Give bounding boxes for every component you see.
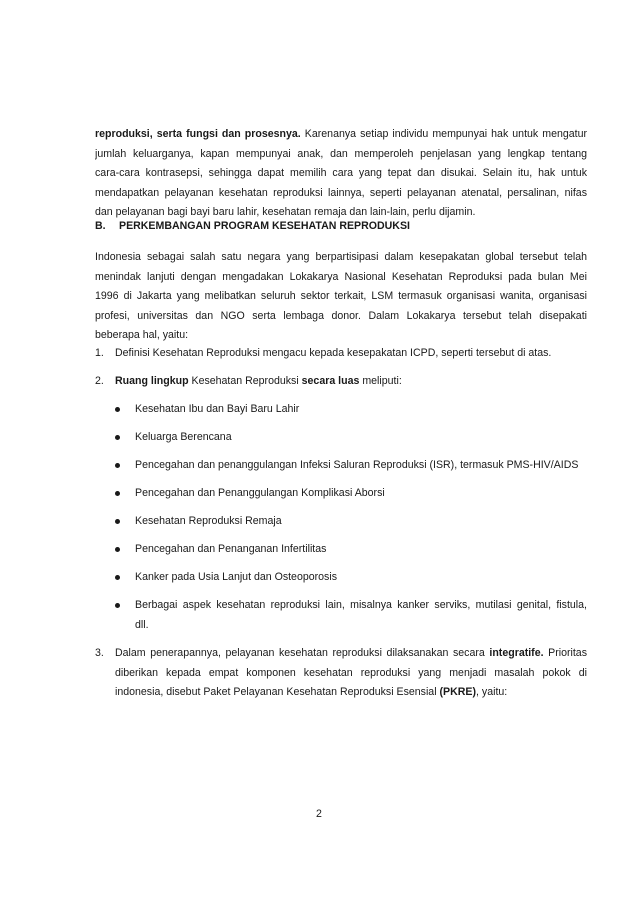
item-number: 3. — [95, 647, 104, 659]
section-title: PERKEMBANGAN PROGRAM KESEHATAN REPRODUKSI — [119, 220, 410, 232]
bullet-icon — [115, 463, 120, 468]
document-page: reproduksi, serta fungsi dan prosesnya. Karenanya setiap individu mempunyai hak untuk mengatur jumlah keluarganya, kapan mempunyai anak, dan memperoleh penjelasan yang lengkap tentang cara-cara kontrasepsi, sehingga dapat memilih cara yang tepat dan disukai. Selain itu, hak untuk mendapatkan pelayanan kesehatan reproduksi lainnya, seperti pelayanan atenatal, persalinan, nifas dan pelayanan bagi bayi baru lahir, kesehatan remaja dan lain-lain, perlu dijamin. B. PERKEMBANGAN PROGRAM KESEHATAN REPRODUKSI Indonesia sebagai salah satu negara yang berpartisipasi dalam kesepakatan global tersebut telah menindak lanjuti dengan mengadakan Lokakarya Nasional Kesehatan Reproduksi pada bulan Mei 1996 di Jakarta yang melibatkan seluruh sektor terkait, LSM termasuk organisasi wanita, organisasi profesi, universitas dan NGO serta lembaga donor. Dalam Lokakarya tersebut telah disepakati beberapa hal, yaitu: 1. Definisi Kesehatan Reproduksi mengacu kepada kesepakatan ICPD, seperti tersebut di atas. 2. Ruang lingkup Kesehatan Reproduksi secara luas meliputi: Kesehatan Ibu dan Bayi Baru Lahir Keluarga Berencana Pencegahan dan penanggulangan Infeksi Saluran Reproduksi (ISR), termasuk PMS-HIV/AIDS Pencegahan dan Penanggulangan Komplikasi Aborsi Kesehatan Reproduksi Remaja Pencegahan dan Penanganan Infertilitas Kanker pada Usia Lanjut dan Osteoporosis Berbagai aspek kesehatan reproduksi lain, misalnya kanker serviks, mutilasi genital, fistula, dll. 3. Dalam penerapannya, pelayanan kesehatan reproduksi dilaksanakan secara integratife. Prioritas diberikan kepada empat komponen kesehatan reproduksi yang menjadi masalah pokok di indonesia, disebut Paket Pelayanan Kesehatan Reproduksi Esensial (PKRE), yaitu: 2 — [0, 0, 638, 903]
paragraph-line: dan pelayanan bagi bayi baru lahir, kesehatan remaja dan lain-lain, perlu dijamin. — [95, 206, 476, 218]
paragraph-line: 1996 di Jakarta yang melibatkan seluruh sektor terkait, LSM termasuk organisasi wanita, organisasi — [95, 290, 587, 302]
paragraph-line: jumlah keluarganya, kapan mempunyai anak, dan memperoleh penjelasan yang lengkap tentang — [95, 147, 587, 160]
bullet-icon — [115, 407, 120, 412]
paragraph-line: menindak lanjuti dengan mengadakan Lokakarya Nasional Kesehatan Reproduksi pada bulan Mei — [95, 270, 587, 283]
item-text: Ruang lingkup Kesehatan Reproduksi secara luas meliputi: — [115, 375, 402, 387]
bullet-icon — [115, 547, 120, 552]
paragraph-line: reproduksi, serta fungsi dan prosesnya. Karenanya setiap individu mempunyai hak untuk mengatur — [95, 128, 587, 140]
paragraph-rights — [95, 125, 587, 223]
paragraph-line: cara-cara kontrasepsi, sehingga dapat memilih cara yang tepat dan disukai. Selain itu, hak untuk — [95, 167, 587, 179]
paragraph-line: mendapatkan pelayanan kesehatan reproduksi lainnya, seperti pelayanan atenatal, persalinan, nifas — [95, 186, 587, 199]
item-number: 2. — [95, 375, 104, 387]
page-number: 2 — [316, 808, 322, 820]
section-number: B. — [95, 220, 106, 232]
paragraph-indonesia — [95, 248, 587, 346]
paragraph-line: Indonesia sebagai salah satu negara yang berpartisipasi dalam kesepakatan global tersebut telah — [95, 251, 587, 263]
bullet-icon — [115, 491, 120, 496]
bullet-icon — [115, 603, 120, 608]
item-text: Dalam penerapannya, pelayanan kesehatan reproduksi dilaksanakan secara integratife. Prioritas diberikan kepada empat komponen kesehatan reproduksi yang menjadi masalah pokok di indonesia, disebut Paket Pelayanan Kesehatan Reproduksi Esensial (PKRE), yaitu: — [115, 647, 587, 698]
paragraph-line: profesi, universitas dan NGO serta lembaga donor. Dalam Lokakarya tersebut telah disepakati — [95, 309, 587, 322]
bullet-icon — [115, 519, 120, 524]
item-number: 1. — [95, 347, 104, 359]
section-heading — [95, 220, 410, 232]
item-text: Definisi Kesehatan Reproduksi mengacu kepada kesepakatan ICPD, seperti tersebut di atas. — [115, 347, 552, 359]
paragraph-line: beberapa hal, yaitu: — [95, 329, 189, 341]
bullet-icon — [115, 575, 120, 580]
bullet-icon — [115, 435, 120, 440]
